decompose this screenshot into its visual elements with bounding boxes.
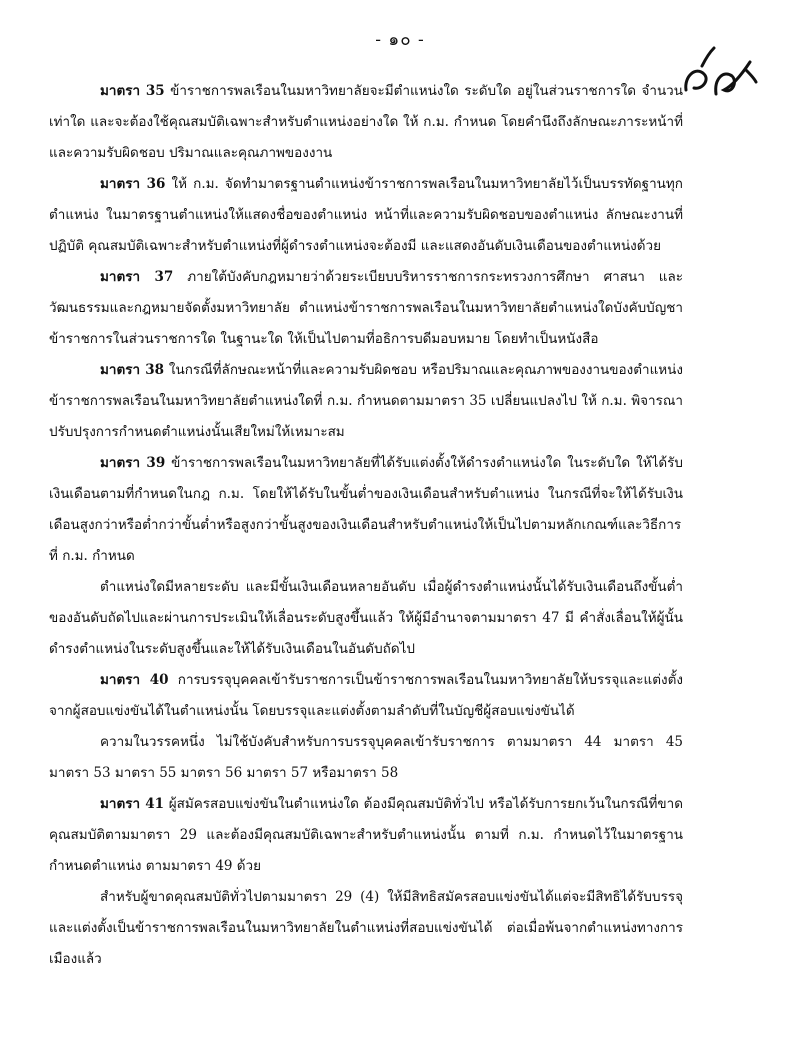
section-41-paragraph [49, 789, 683, 882]
section-text: ข้าราชการพลเรือนในมหาวิทยาลัยจะมีตำแหน่งใด ระดับใด อยู่ในส่วนราชการใด จำนวนเท่าใด และจะต้องใช้คุณสมบัติเฉพาะสำหรับตำแหน่งอย่างใด ให้ ก.ม. กำหนด โดยคำนึงถึงลักษณะภาระหน้าที่และความรับผิดชอบ ปริมาณและคุณภาพของงาน [49, 83, 683, 161]
section-label: มาตรา 40 [100, 672, 169, 688]
section-label: มาตรา 39 [100, 455, 166, 471]
section-label: มาตรา 41 [100, 796, 164, 812]
section-36-paragraph [49, 169, 683, 262]
section-39-paragraph [49, 448, 683, 572]
section-41-subparagraph [49, 882, 683, 975]
section-text: ตำแหน่งใดมีหลายระดับ และมีขั้นเงินเดือนหลายอันดับ เมื่อผู้ดำรงตำแหน่งนั้นได้รับเงินเดือนถึงขั้นต่ำของอันดับถัดไปและผ่านการประเมินให้เลื่อนระดับสูงขึ้นแล้ว ให้ผู้มีอำนาจตามมาตรา 47 มี คำสั่งเลื่อนให้ผู้นั้นดำรงตำแหน่งในระดับสูงขึ้นและให้ได้รับเงินเดือนในอันดับถัดไป [49, 579, 683, 657]
page-number: - ๑๐ - [375, 30, 425, 50]
section-40-paragraph [49, 665, 683, 727]
section-label: มาตรา 36 [100, 176, 166, 192]
section-35-paragraph [49, 76, 683, 169]
handwritten-page-mark [680, 44, 760, 104]
document-body [49, 76, 683, 975]
section-text: ภายใต้บังคับกฎหมายว่าด้วยระเบียบบริหารราชการกระทรวงการศึกษา ศาสนา และวัฒนธรรมและกฎหมายจัดตั้งมหาวิทยาลัย ตำแหน่งข้าราชการพลเรือนในมหาวิทยาลัยตำแหน่งใดบังคับบัญชาข้าราชการในส่วนราชการใด ในฐานะใด ให้เป็นไปตามที่อธิการบดีมอบหมาย โดยทำเป็นหนังสือ [49, 269, 683, 347]
section-38-paragraph [49, 355, 683, 448]
section-label: มาตรา 37 [100, 269, 174, 285]
section-text: ให้ ก.ม. จัดทำมาตรฐานตำแหน่งข้าราชการพลเรือนในมหาวิทยาลัยไว้เป็นบรรทัดฐานทุกตำแหน่ง ในมาตรฐานตำแหน่งให้แสดงชื่อของตำแหน่ง หน้าที่และความรับผิดชอบของตำแหน่ง ลักษณะงานที่ปฏิบัติ คุณสมบัติเฉพาะสำหรับตำแหน่งที่ผู้ดำรงตำแหน่งจะต้องมี และแสดงอันดับเงินเดือนของตำแหน่งด้วย [49, 176, 683, 254]
section-text: ในกรณีที่ลักษณะหน้าที่และความรับผิดชอบ หรือปริมาณและคุณภาพของงานของตำแหน่งข้าราชการพลเรือนในมหาวิทยาลัยตำแหน่งใดที่ ก.ม. กำหนดตามมาตรา 35 เปลี่ยนแปลงไป ให้ ก.ม. พิจารณาปรับปรุงการกำหนดตำแหน่งนั้นเสียใหม่ให้เหมาะสม [49, 362, 683, 440]
section-40-subparagraph [49, 727, 683, 789]
section-39-subparagraph [49, 572, 683, 665]
section-text: การบรรจุบุคคลเข้ารับราชการเป็นข้าราชการพลเรือนในมหาวิทยาลัยให้บรรจุและแต่งตั้งจากผู้สอบแข่งขันได้ในตำแหน่งนั้น โดยบรรจุและแต่งตั้งตามลำดับที่ในบัญชีผู้สอบแข่งขันได้ [49, 672, 683, 719]
section-label: มาตรา 35 [100, 83, 165, 99]
section-text: ข้าราชการพลเรือนในมหาวิทยาลัยที่ได้รับแต่งตั้งให้ดำรงตำแหน่งใด ในระดับใด ให้ได้รับเงินเดือนตามที่กำหนดในกฎ ก.ม. โดยให้ได้รับในขั้นต่ำของเงินเดือนสำหรับตำแหน่ง ในกรณีที่จะให้ได้รับเงินเดือนสูงกว่าหรือต่ำกว่าขั้นต่ำหรือสูงกว่าขั้นสูงของเงินเดือนสำหรับตำแหน่งให้เป็นไปตามหลักเกณฑ์และวิธีการที่ ก.ม. กำหนด [49, 455, 683, 564]
section-text: สำหรับผู้ขาดคุณสมบัติทั่วไปตามมาตรา 29 (4) ให้มีสิทธิสมัครสอบแข่งขันได้แต่จะมีสิทธิได้รับบรรจุและแต่งตั้งเป็นข้าราชการพลเรือนในมหาวิทยาลัยในตำแหน่งที่สอบแข่งขันได้ ต่อเมื่อพ้นจากตำแหน่งทางการเมืองแล้ว [49, 889, 683, 967]
section-37-paragraph [49, 262, 683, 355]
section-text: ความในวรรคหนึ่ง ไม่ใช้บังคับสำหรับการบรรจุบุคคลเข้ารับราชการ ตามมาตรา 44 มาตรา 45 มาตรา 53 มาตรา 55 มาตรา 56 มาตรา 57 หรือมาตรา 58 [49, 734, 683, 781]
section-text: ผู้สมัครสอบแข่งขันในตำแหน่งใด ต้องมีคุณสมบัติทั่วไป หรือได้รับการยกเว้นในกรณีที่ขาดคุณสมบัติตามมาตรา 29 และต้องมีคุณสมบัติเฉพาะสำหรับตำแหน่งนั้น ตามที่ ก.ม. กำหนดไว้ในมาตรฐานกำหนดตำแหน่ง ตามมาตรา 49 ด้วย [49, 796, 683, 874]
section-label: มาตรา 38 [100, 362, 165, 378]
